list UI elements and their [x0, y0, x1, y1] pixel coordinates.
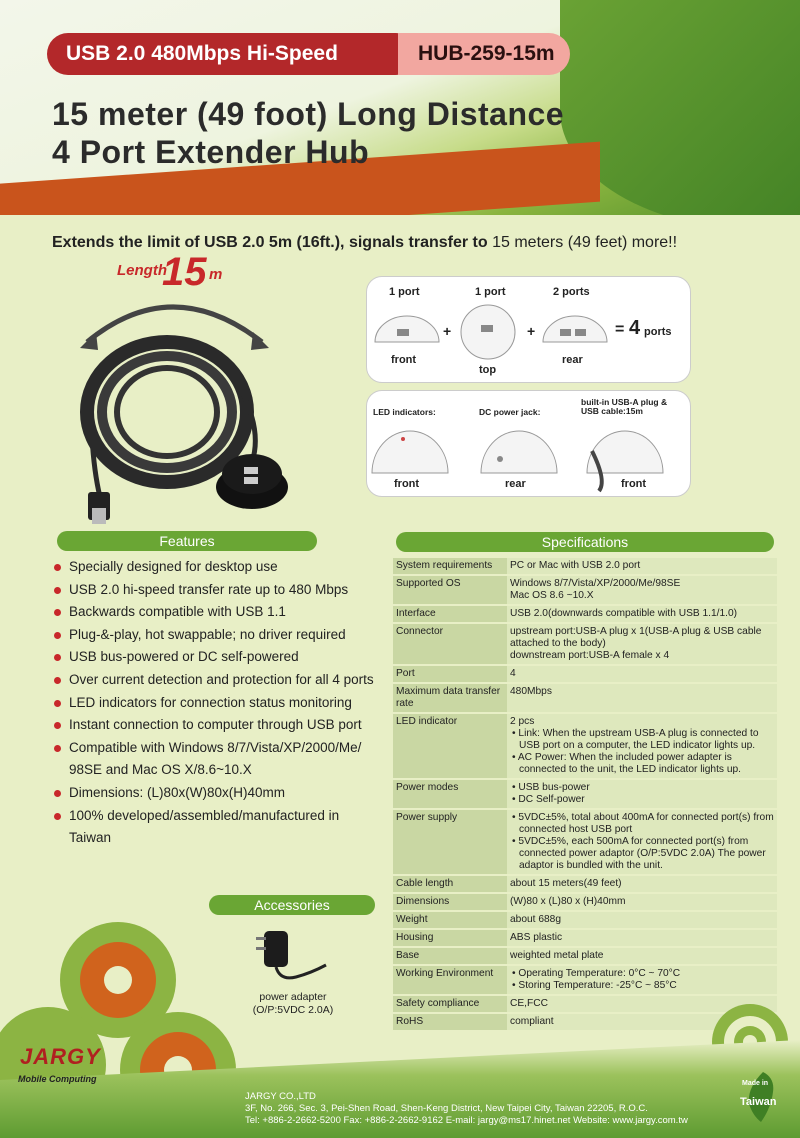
equals-sign: =	[615, 321, 625, 338]
feature-item	[54, 556, 374, 579]
spec-key: Safety compliance	[393, 995, 507, 1013]
spec-key: Power supply	[393, 809, 507, 875]
spec-key: RoHS	[393, 1013, 507, 1031]
spec-value	[507, 809, 777, 875]
feature-item	[54, 646, 374, 669]
company-name: JARGY CO.,LTD	[245, 1091, 316, 1102]
cable-coil	[87, 342, 247, 482]
features-diagram	[366, 390, 691, 497]
adapter-caption	[243, 991, 343, 1017]
features-heading: Features	[57, 531, 317, 551]
spec-value-line: downstream port:USB-A female x 4	[510, 650, 670, 661]
spec-value	[507, 575, 777, 605]
spec-key: LED indicator	[393, 713, 507, 779]
plus-sign-2: +	[527, 323, 536, 339]
spec-value	[507, 605, 777, 623]
spec-key: Weight	[393, 911, 507, 929]
spec-value-line: • Storing Temperature: -25°C ~ 85°C	[512, 980, 677, 991]
spec-value	[507, 929, 777, 947]
bullet-icon	[54, 632, 61, 639]
dc-jack-title: DC power jack:	[479, 407, 541, 417]
spec-value-line: • Operating Temperature: 0°C ~ 70°C	[512, 968, 681, 979]
spec-row	[393, 929, 777, 947]
feature-text: USB 2.0 hi-speed transfer rate up to 480 Mbps	[69, 581, 349, 597]
feature-text: Instant connection to computer through USB port	[69, 717, 362, 733]
spec-value	[507, 965, 777, 995]
feature-text: Plug-&-play, hot swappable; no driver required	[69, 626, 346, 642]
view-label-top: top	[479, 364, 497, 376]
spec-value-line: • AC Power: When the included power adapter is connected to the unit, the LED indicator lights up.	[512, 752, 742, 775]
port-count-front: 1 port	[389, 286, 420, 298]
specs-table	[393, 558, 777, 1032]
arrow-right-icon	[251, 332, 269, 350]
length-number: 15	[162, 250, 207, 294]
bullet-icon	[54, 564, 61, 571]
bullet-icon	[54, 722, 61, 729]
spec-value	[507, 875, 777, 893]
spec-row	[393, 965, 777, 995]
jargy-logo	[14, 1044, 114, 1090]
spec-value-line: • 5VDC±5%, total about 400mA for connected port(s) from connected host USB port	[512, 812, 774, 835]
features-list	[54, 556, 374, 850]
spec-value	[507, 911, 777, 929]
bullet-icon	[54, 609, 61, 616]
cable-coil-illustration	[72, 262, 312, 527]
feature-text: 100% developed/assembled/manufactured in Taiwan	[69, 807, 340, 846]
spec-key: System requirements	[393, 558, 507, 575]
spec-value-line: PC or Mac with USB 2.0 port	[510, 560, 641, 571]
product-image	[72, 250, 312, 527]
view-label-front: front	[391, 354, 417, 366]
spec-value-line: • DC Self-power	[512, 794, 585, 805]
view-label-front-3: front	[621, 478, 647, 490]
feature-text: LED indicators for connection status monitoring	[69, 694, 352, 710]
tagline-bold: Extends the limit of USB 2.0 5m (16ft.), signals transfer to	[52, 234, 488, 251]
spec-value	[507, 713, 777, 779]
view-label-front-2: front	[394, 478, 420, 490]
spec-row	[393, 875, 777, 893]
view-label-rear: rear	[562, 354, 583, 366]
header-banner	[0, 0, 800, 215]
bullet-icon	[54, 587, 61, 594]
spec-row	[393, 893, 777, 911]
spec-value-line: about 15 meters(49 feet)	[510, 878, 622, 889]
feature-text: USB bus-powered or DC self-powered	[69, 649, 299, 665]
spec-value-line: compliant	[510, 1016, 554, 1027]
spec-row	[393, 558, 777, 575]
spec-value-line: • Link: When the upstream USB-A plug is connected to USB port on a computer, the LED indicator lights up.	[512, 728, 759, 751]
made-in-label: Made in	[742, 1080, 769, 1087]
feature-item	[54, 624, 374, 647]
spec-value	[507, 947, 777, 965]
spec-value	[507, 893, 777, 911]
spec-key: Supported OS	[393, 575, 507, 605]
spec-row	[393, 947, 777, 965]
spec-row	[393, 623, 777, 665]
spec-value-line: upstream port:USB-A plug x 1(USB-A plug & USB cable attached to the body)	[510, 626, 762, 649]
adapter-line-2: (O/P:5VDC 2.0A)	[252, 1004, 334, 1016]
adapter-line-1: power adapter	[259, 991, 327, 1003]
length-unit: m	[209, 266, 223, 283]
taiwan-label: Taiwan	[740, 1096, 777, 1108]
port-count-top: 1 port	[475, 286, 506, 298]
spec-row	[393, 683, 777, 713]
spec-row	[393, 713, 777, 779]
bullet-icon	[54, 677, 61, 684]
spec-value-line: • 5VDC±5%, each 500mA for connected port(s) from connected power adaptor (O/P:5VDC 2.0A) The power adaptor is bundled with the unit.	[512, 836, 766, 871]
feature-item	[54, 579, 374, 602]
tagline-rest: 15 meters (49 feet) more!!	[487, 234, 678, 251]
usb-plug-title-1: built-in USB-A plug &	[581, 397, 668, 407]
bullet-icon	[54, 813, 61, 820]
feature-item	[54, 737, 374, 782]
company-info	[245, 1091, 688, 1127]
ports-diagram	[366, 276, 691, 383]
feature-item	[54, 692, 374, 715]
spec-row	[393, 605, 777, 623]
feature-text: Specially designed for desktop use	[69, 559, 278, 574]
spec-key: Working Environment	[393, 965, 507, 995]
total-ports-number: 4	[629, 317, 641, 339]
spec-key: Dimensions	[393, 893, 507, 911]
company-address: 3F, No. 266, Sec. 3, Pei-Shen Road, Shen-Keng District, New Taipei City, Taiwan 22205, R.O.C.	[245, 1103, 648, 1114]
spec-value	[507, 623, 777, 665]
specs-heading: Specifications	[396, 532, 774, 552]
bullet-icon	[54, 700, 61, 707]
port-count-rear: 2 ports	[553, 286, 590, 298]
spec-value	[507, 558, 777, 575]
company-contact: Tel: +886-2-2662-5200 Fax: +886-2-2662-9162 E-mail: jargy@ms17.hinet.net Website: www.jargy.com.tw	[245, 1115, 688, 1126]
spec-row	[393, 575, 777, 605]
speed-badge: USB 2.0 480Mbps Hi-Speed	[47, 33, 417, 75]
spec-value	[507, 779, 777, 809]
feature-text: Dimensions: (L)80x(W)80x(H)40mm	[69, 784, 286, 800]
plus-sign-1: +	[443, 323, 452, 339]
hub-dc-jack-icon	[481, 431, 557, 473]
spec-key: Housing	[393, 929, 507, 947]
spec-key: Port	[393, 665, 507, 683]
bullet-icon	[54, 745, 61, 752]
logo-brand: JARGY	[20, 1044, 101, 1069]
led-indicators-title: LED indicators:	[373, 407, 436, 417]
usb-plug-title-2: USB cable:15m	[581, 406, 643, 416]
length-word: Length	[117, 262, 167, 279]
feature-item	[54, 782, 374, 805]
spec-value-line: 480Mbps	[510, 686, 552, 697]
tagline	[52, 234, 677, 252]
spec-value	[507, 665, 777, 683]
accessories-heading: Accessories	[209, 895, 375, 915]
feature-text: Over current detection and protection for all 4 ports	[69, 671, 374, 687]
title-line-1: 15 meter (49 foot) Long Distance	[52, 96, 565, 132]
spec-row	[393, 809, 777, 875]
model-badge: HUB-259-15m	[398, 33, 570, 75]
spec-value-line: 2 pcs	[510, 716, 535, 727]
spec-key: Interface	[393, 605, 507, 623]
power-adapter-icon	[256, 921, 336, 991]
spec-key: Cable length	[393, 875, 507, 893]
feature-item	[54, 714, 374, 737]
feature-item	[54, 669, 374, 692]
arrow-left-icon	[80, 332, 98, 350]
spec-value-line: 4	[510, 668, 516, 679]
spec-value-line: weighted metal plate	[510, 950, 604, 961]
spec-value-line: about 688g	[510, 914, 561, 925]
hub-led-icon	[372, 431, 448, 473]
spec-key: Power modes	[393, 779, 507, 809]
feature-item	[54, 601, 374, 624]
spec-key: Connector	[393, 623, 507, 665]
spec-value-line: • USB bus-power	[512, 782, 590, 793]
spec-key: Base	[393, 947, 507, 965]
spec-row	[393, 779, 777, 809]
feature-text: Backwards compatible with USB 1.1	[69, 604, 286, 620]
bullet-icon	[54, 790, 61, 797]
feature-item	[54, 805, 374, 850]
total-ports-word: ports	[644, 326, 672, 338]
title-line-2: 4 Port Extender Hub	[52, 134, 370, 170]
spec-value-line: USB 2.0(downwards compatible with USB 1.1/1.0)	[510, 608, 738, 619]
spec-row	[393, 665, 777, 683]
logo-subtitle: Mobile Computing	[18, 1074, 97, 1084]
page-title	[52, 95, 564, 171]
spec-key: Maximum data transfer rate	[393, 683, 507, 713]
spec-value-line: ABS plastic	[510, 932, 563, 943]
spec-value-line: CE,FCC	[510, 998, 548, 1009]
spec-value-line: Windows 8/7/Vista/XP/2000/Me/98SE	[510, 578, 681, 589]
feature-text: Compatible with Windows 8/7/Vista/XP/2000/Me/ 98SE and Mac OS X/8.6~10.X	[69, 739, 362, 778]
spec-value	[507, 683, 777, 713]
spec-row	[393, 911, 777, 929]
view-label-rear-2: rear	[505, 478, 526, 490]
spec-value-line: (W)80 x (L)80 x (H)40mm	[510, 896, 626, 907]
bullet-icon	[54, 654, 61, 661]
spec-value-line: Mac OS 8.6 ~10.X	[510, 590, 594, 601]
